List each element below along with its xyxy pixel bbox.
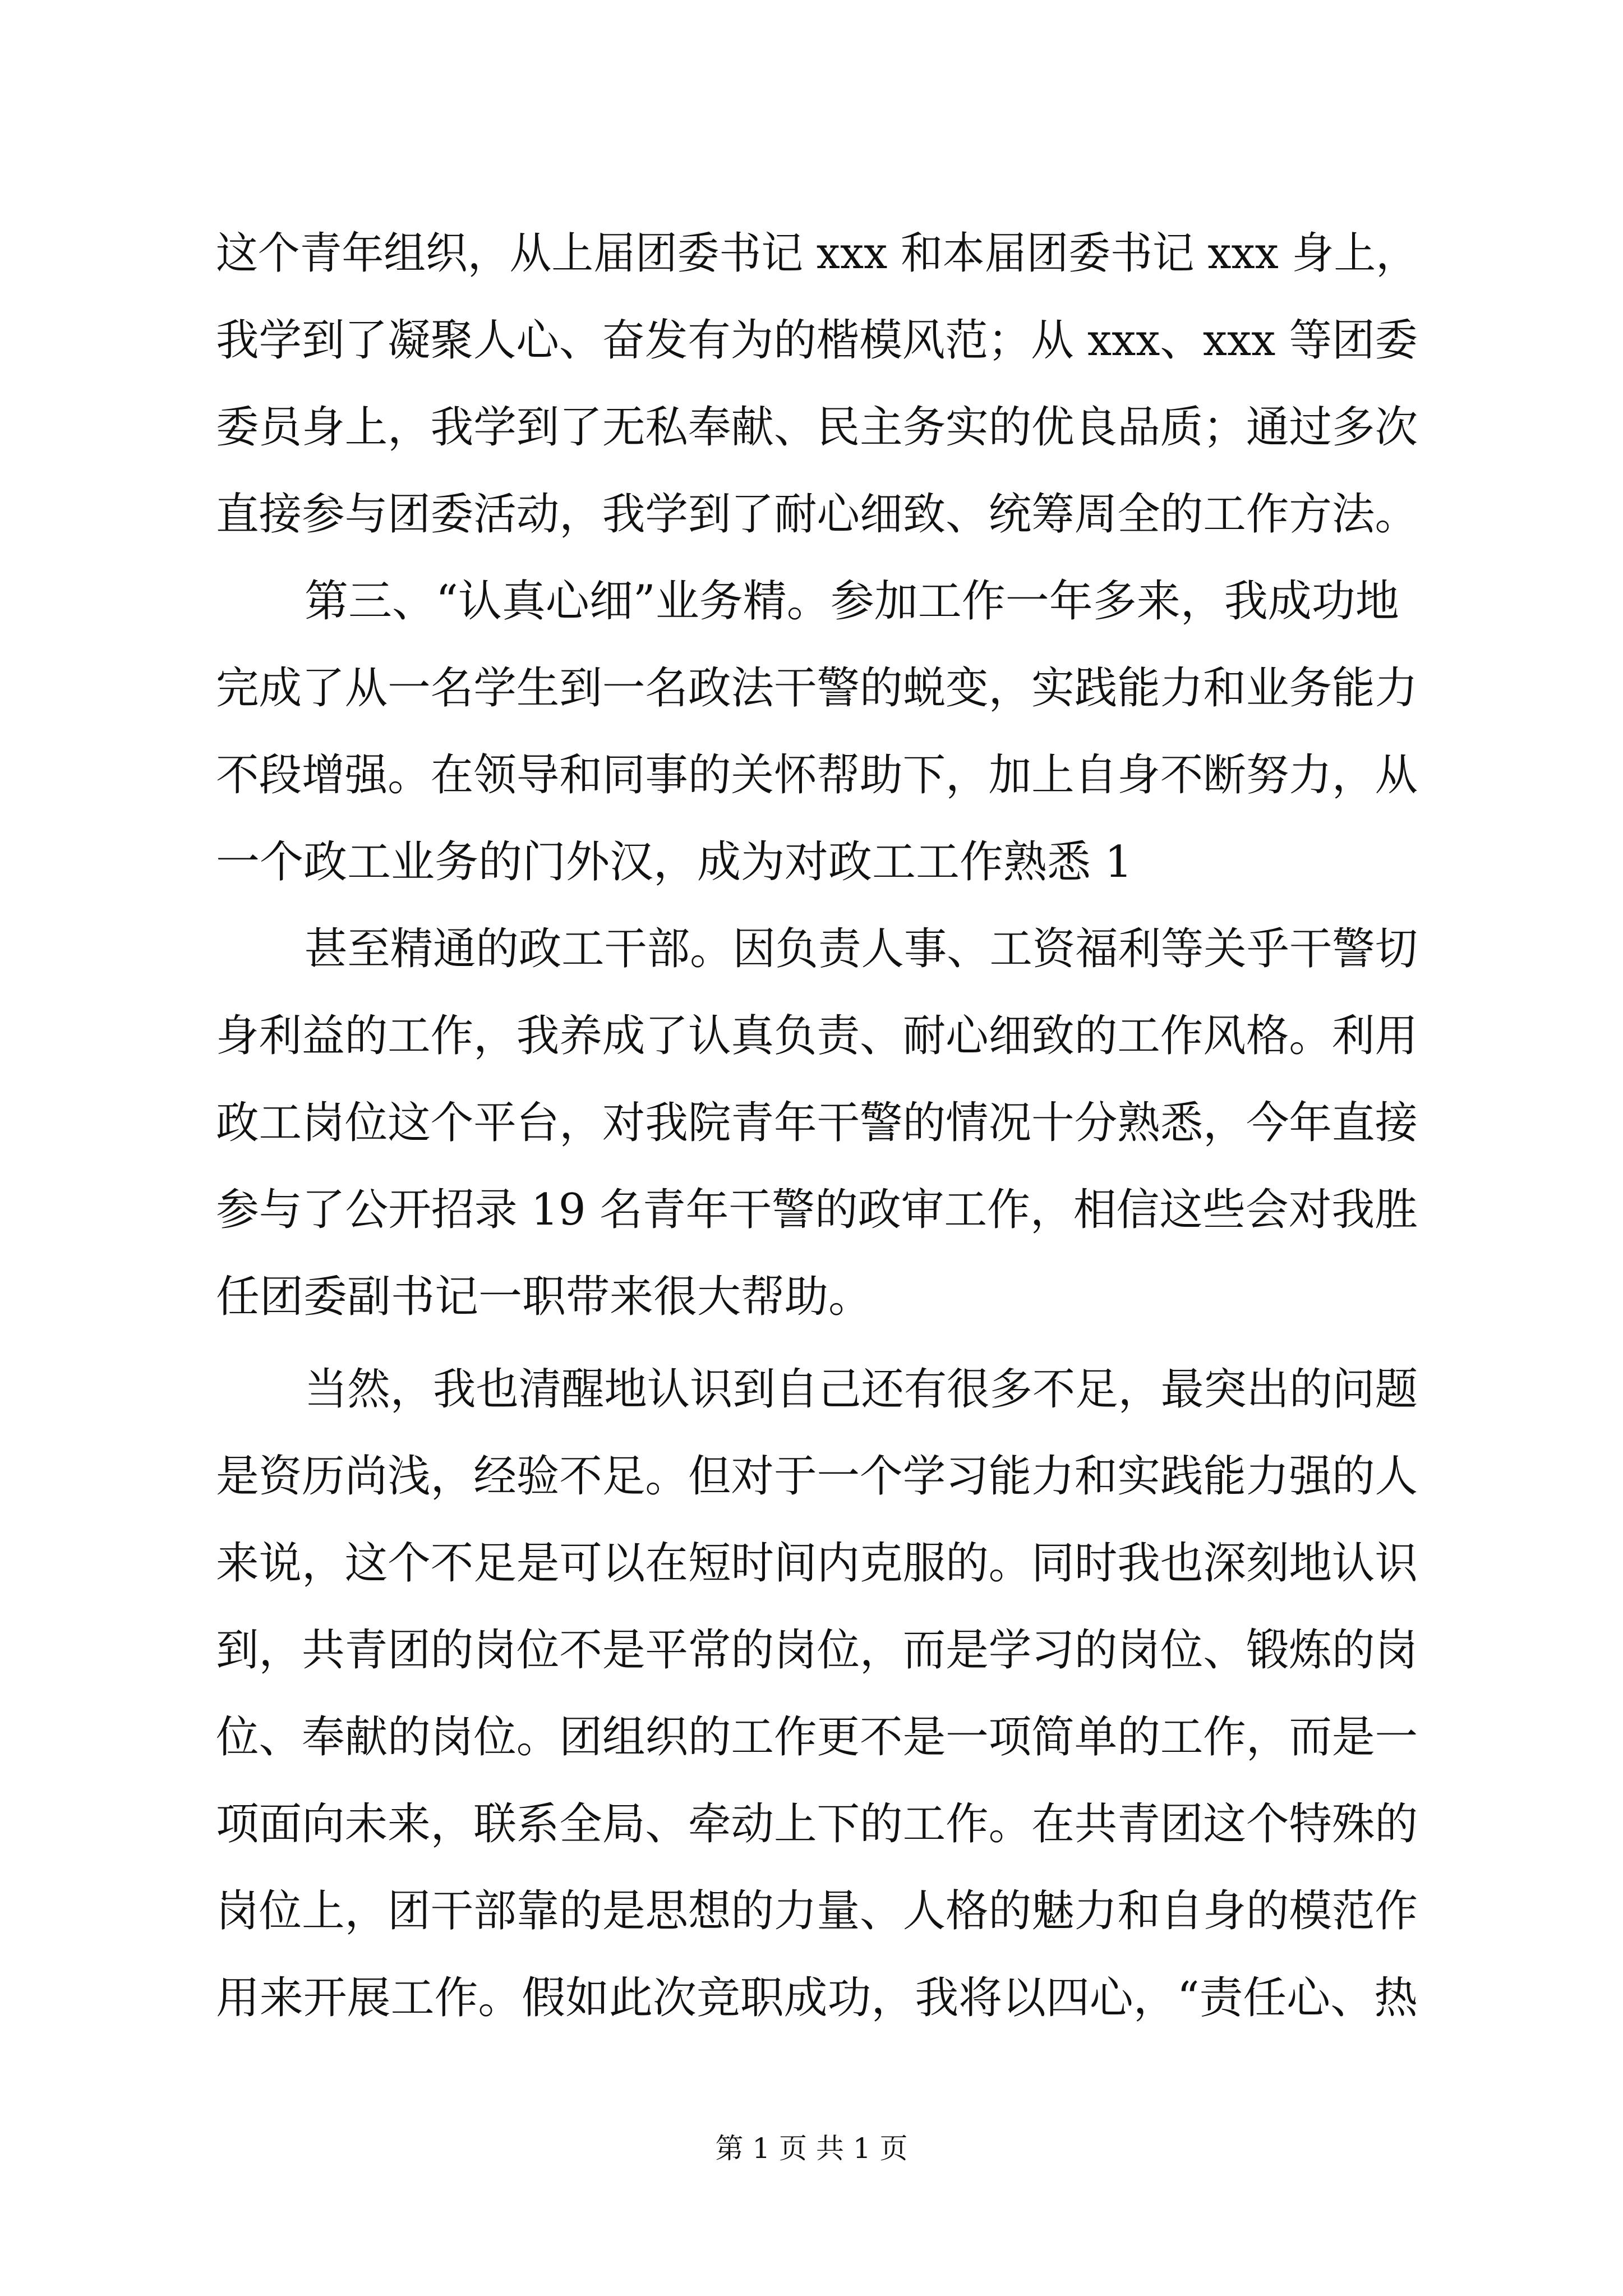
text-line: 来说，这个不足是可以在短时间内克服的。同时我也深刻地认识 bbox=[216, 1538, 1418, 1589]
page-number: 第 1 页 共 1 页 bbox=[715, 2132, 908, 2165]
text-line: 参与了公开招录 19 名青年干警的政审工作，相信这些会对我胜 bbox=[216, 1185, 1418, 1235]
text-line: 任团委副书记一职带来很大帮助。 bbox=[216, 1272, 873, 1322]
text-line: 身利益的工作，我养成了认真负责、耐心细致的工作风格。利用 bbox=[216, 1011, 1418, 1061]
text-line: 是资历尚浅，经验不足。但对于一个学习能力和实践能力强的人 bbox=[216, 1451, 1418, 1502]
text-line: 完成了从一名学生到一名政法干警的蜕变，实践能力和业务能力 bbox=[216, 663, 1418, 714]
text-line: 政工岗位这个平台，对我院青年干警的情况十分熟悉，今年直接 bbox=[216, 1098, 1418, 1148]
text-line: 一个政工业务的门外汉，成为对政工工作熟悉 1 bbox=[216, 837, 1133, 887]
paragraph-first-line: 甚至精通的政工干部。因负责人事、工资福利等关乎干警切 bbox=[305, 924, 1418, 974]
text-line: 我学到了凝聚人心、奋发有为的楷模风范；从 xxx、xxx 等团委 bbox=[216, 315, 1418, 366]
text-line: 直接参与团委活动，我学到了耐心细致、统筹周全的工作方法。 bbox=[216, 489, 1418, 540]
text-line: 委员身上，我学到了无私奉献、民主务实的优良品质；通过多次 bbox=[216, 402, 1418, 453]
page-footer bbox=[0, 2126, 1623, 2171]
text-line: 不段增强。在领导和同事的关怀帮助下，加上自身不断努力，从 bbox=[216, 750, 1418, 800]
text-line: 项面向未来，联系全局、牵动上下的工作。在共青团这个特殊的 bbox=[216, 1799, 1418, 1849]
text-line: 这个青年组织，从上届团委书记 xxx 和本届团委书记 xxx 身上， bbox=[216, 228, 1418, 279]
paragraph-first-line: 第三、“认真心细”业务精。参加工作一年多来，我成功地 bbox=[305, 576, 1399, 627]
text-line: 位、奉献的岗位。团组织的工作更不是一项简单的工作，而是一 bbox=[216, 1712, 1418, 1763]
paragraph-first-line: 当然，我也清醒地认识到自己还有很多不足，最突出的问题 bbox=[305, 1364, 1418, 1415]
text-line: 用来开展工作。假如此次竞职成功，我将以四心，“责任心、热 bbox=[216, 1973, 1418, 2023]
text-line: 到，共青团的岗位不是平常的岗位，而是学习的岗位、锻炼的岗 bbox=[216, 1625, 1418, 1676]
text-line: 岗位上，团干部靠的是思想的力量、人格的魅力和自身的模范作 bbox=[216, 1886, 1418, 1936]
